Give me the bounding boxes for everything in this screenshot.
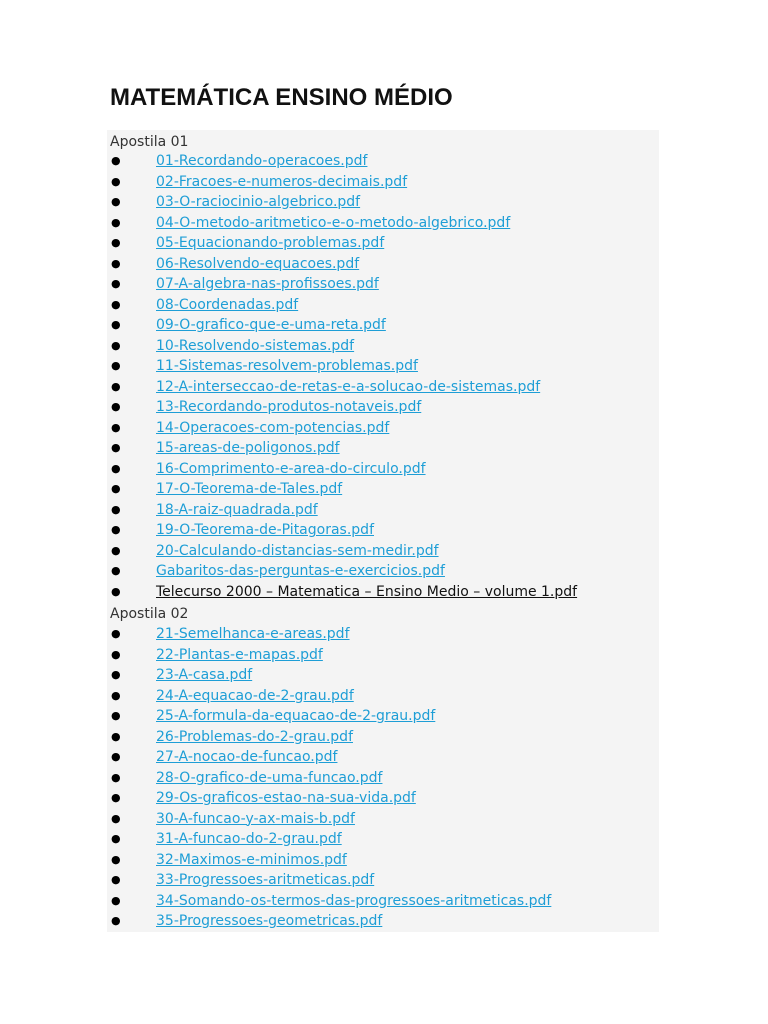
bullet-icon: ● (111, 914, 121, 927)
pdf-file-link[interactable]: 33-Progressoes-aritmeticas.pdf (156, 872, 375, 888)
pdf-file-link[interactable]: 05-Equacionando-problemas.pdf (156, 235, 385, 251)
list-item (110, 520, 650, 541)
list-item (110, 192, 650, 213)
list-item (110, 336, 650, 357)
bullet-icon: ● (111, 852, 121, 866)
list-item (110, 768, 650, 789)
list-item (110, 459, 650, 480)
pdf-file-link[interactable]: 25-A-formula-da-equacao-de-2-grau.pdf (156, 708, 436, 724)
section-label-apostila-01: Apostila 01 (110, 134, 189, 150)
list-item (110, 747, 650, 768)
pdf-file-link[interactable]: 21-Semelhanca-e-areas.pdf (156, 626, 350, 642)
list-item (110, 254, 650, 275)
bullet-icon: ● (111, 379, 121, 393)
list-item (110, 788, 650, 809)
pdf-file-link[interactable]: 13-Recordando-produtos-notaveis.pdf (156, 399, 422, 415)
pdf-file-link[interactable]: 14-Operacoes-com-potencias.pdf (156, 419, 390, 436)
bullet-icon: ● (111, 400, 121, 413)
list-item (110, 624, 650, 645)
pdf-file-link[interactable]: 04-O-metodo-aritmetico-e-o-metodo-algebrico.pdf (156, 214, 511, 231)
pdf-file-link[interactable]: 27-A-nocao-de-funcao.pdf (156, 749, 338, 765)
pdf-file-link[interactable]: 30-A-funcao-y-ax-mais-b.pdf (156, 810, 355, 827)
pdf-file-link[interactable]: 02-Fracoes-e-numeros-decimais.pdf (156, 173, 408, 190)
bullet-icon: ● (111, 770, 121, 784)
bullet-icon: ● (111, 482, 121, 495)
bullet-icon: ● (111, 461, 121, 475)
list-item (110, 809, 650, 830)
bullet-icon: ● (111, 174, 121, 188)
file-list-apostila-02 (110, 624, 650, 932)
bullet-icon: ● (111, 543, 121, 557)
bullet-icon: ● (111, 441, 121, 454)
bullet-icon: ● (111, 564, 121, 577)
list-item (110, 356, 650, 377)
bullet-icon: ● (111, 502, 121, 516)
list-item (110, 172, 650, 193)
list-item (110, 829, 650, 850)
list-item (110, 397, 650, 418)
list-item (110, 561, 650, 582)
bullet-icon: ● (111, 873, 121, 886)
pdf-file-link[interactable]: 01-Recordando-operacoes.pdf (156, 153, 368, 169)
bullet-icon: ● (111, 584, 121, 598)
pdf-file-link[interactable]: 32-Maximos-e-minimos.pdf (156, 851, 347, 868)
pdf-file-link[interactable]: 10-Resolvendo-sistemas.pdf (156, 337, 355, 354)
bullet-icon: ● (111, 338, 121, 352)
list-item (110, 418, 650, 439)
pdf-file-link[interactable]: 11-Sistemas-resolvem-problemas.pdf (156, 358, 418, 374)
list-item (110, 665, 650, 686)
pdf-file-link[interactable]: 12-A-interseccao-de-retas-e-a-solucao-de-sistemas.pdf (156, 378, 541, 395)
pdf-file-link[interactable]: 18-A-raiz-quadrada.pdf (156, 501, 318, 518)
pdf-file-link[interactable]: 22-Plantas-e-mapas.pdf (156, 646, 323, 663)
section-label-apostila-02: Apostila 02 (110, 606, 189, 622)
bullet-icon: ● (111, 647, 121, 661)
pdf-file-link[interactable]: 08-Coordenadas.pdf (156, 296, 299, 313)
pdf-file-link[interactable]: 09-O-grafico-que-e-uma-reta.pdf (156, 317, 386, 333)
bullet-icon: ● (111, 318, 121, 331)
list-item (110, 891, 650, 912)
list-item (110, 541, 650, 562)
list-item (110, 315, 650, 336)
pdf-file-link[interactable]: 34-Somando-os-termos-das-progressoes-aritmeticas.pdf (156, 892, 552, 909)
page-title: MATEMÁTICA ENSINO MÉDIO (110, 84, 453, 111)
bullet-icon: ● (111, 709, 121, 722)
bullet-icon: ● (111, 523, 121, 536)
list-item (110, 274, 650, 295)
bullet-icon: ● (111, 297, 121, 311)
bullet-icon: ● (111, 420, 121, 434)
bullet-icon: ● (111, 893, 121, 907)
file-list-apostila-01 (110, 151, 650, 602)
list-item (110, 295, 650, 316)
pdf-file-link[interactable]: 16-Comprimento-e-area-do-circulo.pdf (156, 460, 426, 477)
pdf-file-link[interactable]: 06-Resolvendo-equacoes.pdf (156, 255, 360, 272)
bullet-icon: ● (111, 832, 121, 845)
bullet-icon: ● (111, 627, 121, 640)
list-item (110, 377, 650, 398)
pdf-file-link[interactable]: 07-A-algebra-nas-profissoes.pdf (156, 276, 379, 292)
list-item (110, 870, 650, 891)
bullet-icon: ● (111, 791, 121, 804)
pdf-file-link[interactable]: 24-A-equacao-de-2-grau.pdf (156, 687, 354, 704)
list-item (110, 582, 650, 603)
list-item (110, 213, 650, 234)
pdf-file-link[interactable]: 17-O-Teorema-de-Tales.pdf (156, 481, 343, 497)
pdf-file-link[interactable]: 26-Problemas-do-2-grau.pdf (156, 728, 353, 745)
pdf-file-link[interactable]: 28-O-grafico-de-uma-funcao.pdf (156, 769, 383, 786)
pdf-file-link[interactable]: 31-A-funcao-do-2-grau.pdf (156, 831, 342, 847)
list-item (110, 727, 650, 748)
pdf-file-link[interactable]: 19-O-Teorema-de-Pitagoras.pdf (156, 522, 374, 538)
bullet-icon: ● (111, 277, 121, 290)
list-item (110, 645, 650, 666)
bullet-icon: ● (111, 215, 121, 229)
bullet-icon: ● (111, 195, 121, 208)
list-item (110, 686, 650, 707)
bullet-icon: ● (111, 811, 121, 825)
bullet-icon: ● (111, 729, 121, 743)
list-item (110, 850, 650, 871)
bullet-icon: ● (111, 236, 121, 249)
pdf-file-link[interactable]: 23-A-casa.pdf (156, 667, 253, 683)
bullet-icon: ● (111, 668, 121, 681)
pdf-file-link[interactable]: Telecurso 2000 – Matematica – Ensino Medio – volume 1.pdf (156, 583, 578, 600)
bullet-icon: ● (111, 359, 121, 372)
pdf-file-link[interactable]: 35-Progressoes-geometricas.pdf (156, 913, 383, 929)
pdf-file-link[interactable]: 15-areas-de-poligonos.pdf (156, 440, 340, 456)
pdf-file-link[interactable]: 29-Os-graficos-estao-na-sua-vida.pdf (156, 790, 416, 806)
list-item (110, 479, 650, 500)
list-item (110, 438, 650, 459)
list-item (110, 233, 650, 254)
list-item (110, 500, 650, 521)
list-item (110, 151, 650, 172)
bullet-icon: ● (111, 750, 121, 763)
bullet-icon: ● (111, 688, 121, 702)
pdf-file-link[interactable]: 20-Calculando-distancias-sem-medir.pdf (156, 542, 439, 559)
list-item (110, 706, 650, 727)
bullet-icon: ● (111, 154, 121, 167)
bullet-icon: ● (111, 256, 121, 270)
list-item (110, 911, 650, 932)
pdf-file-link[interactable]: Gabaritos-das-perguntas-e-exercicios.pdf (156, 563, 445, 579)
pdf-file-link[interactable]: 03-O-raciocinio-algebrico.pdf (156, 194, 361, 210)
